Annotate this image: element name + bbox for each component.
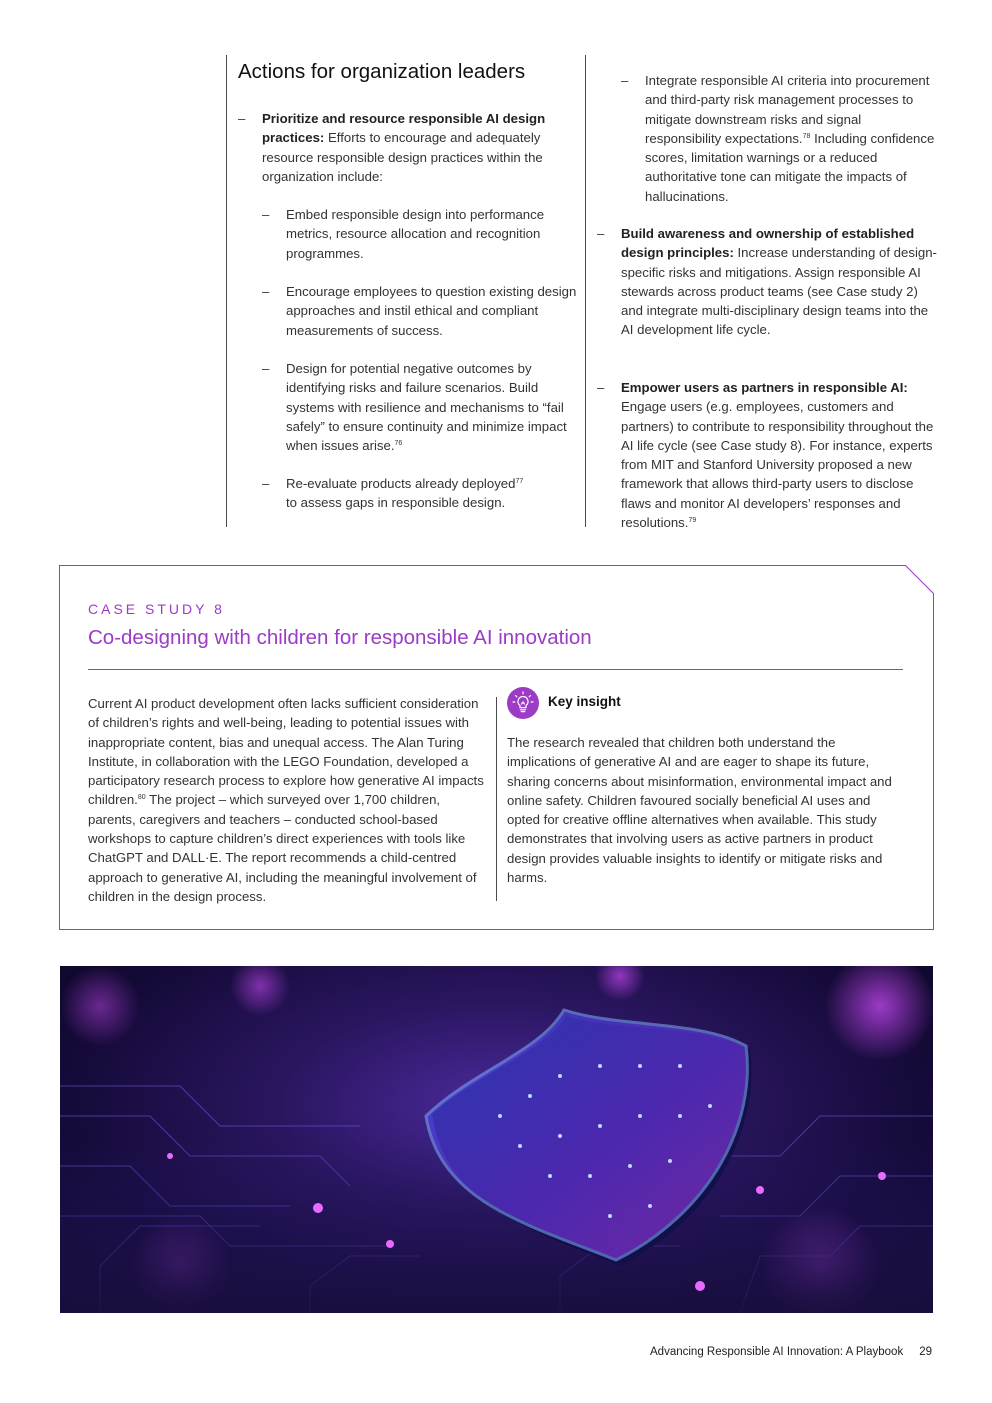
- case-study-title: Co-designing with children for responsible AI innovation: [88, 626, 592, 649]
- page-footer: [650, 1346, 932, 1358]
- column-divider-right: [585, 55, 586, 527]
- footnote-ref: 76: [394, 440, 403, 448]
- dash-bullet: –: [262, 361, 270, 376]
- sub-item-text-cont: to assess gaps in responsible design.: [286, 495, 506, 511]
- lightbulb-icon: [507, 687, 539, 719]
- dash-bullet: –: [621, 73, 629, 88]
- action-item-awareness: [597, 224, 939, 340]
- key-insight-body: The research revealed that children both understand the implications of generative AI and are eager to shape its future, sharing concerns about misinformation, environmental impact and online safety. Children favoured socially beneficial AI uses and opted for creative offline alternatives when available. This study demonstrates that involving users as active partners in product design provides valuable insights to identify or mitigate risks and harms.: [507, 735, 892, 886]
- dash-bullet: –: [597, 226, 605, 241]
- action-item-title: Build awareness and ownership of established design principles:: [621, 226, 915, 261]
- dash-bullet: –: [597, 380, 605, 395]
- case-study-column-divider: [496, 697, 497, 901]
- sub-item-encourage: [262, 282, 578, 340]
- circuit-shield-image: [60, 966, 933, 1313]
- dash-bullet: –: [262, 207, 270, 222]
- footer-subtitle: A Playbook: [845, 1346, 904, 1358]
- footnote-ref: 79: [688, 517, 697, 525]
- footnote-ref: 77: [515, 478, 524, 485]
- footer-title: Advancing Responsible AI Innovation:: [650, 1346, 844, 1358]
- dash-bullet: –: [238, 111, 246, 126]
- case-study-title-rule: [88, 669, 903, 670]
- action-item-title: Empower users as partners in responsible AI:: [621, 380, 908, 395]
- case-study-body-text: Current AI product development often lacks sufficient consideration of children’s rights and well-being, leading to potential issues with inappropriate content, bias and unequal access. The Alan Turing Institute, in collaboration with the LEGO Foundation, developed a participatory research process to explore how generative AI impacts children.: [88, 696, 484, 808]
- page-number: 29: [919, 1346, 932, 1358]
- sub-item-text: Integrate responsible AI criteria into procurement and third-party risk management processes to mitigate downstream risks and signal responsibility expectations.: [645, 73, 930, 146]
- case-study-body: [88, 694, 488, 906]
- sub-item-design-negative: [262, 359, 578, 455]
- footnote-ref: 80: [137, 794, 146, 802]
- case-study-label: CASE STUDY 8: [88, 601, 225, 617]
- key-insight-label: Key insight: [548, 694, 621, 709]
- sub-item-text: Embed responsible design into performance metrics, resource allocation and recognition programmes.: [286, 207, 545, 261]
- section-heading: Actions for organization leaders: [238, 60, 526, 83]
- action-item-text: Efforts to encourage and adequately resource responsible design practices within the organization include:: [262, 130, 543, 184]
- action-item-text: Increase understanding of design-specific risks and mitigations. Assign responsible AI stewards across product teams (see Case study 2) and integrate multi-disciplinary design teams into the AI development life cycle.: [621, 245, 937, 338]
- case-study-body-text-cont: The project – which surveyed over 1,700 children, parents, caregivers and teachers – conducted school-based workshops to capture children’s direct experiences with tools like ChatGPT and DALL·E. The report recommends a child-centred approach to generative AI, including the meaningful involvement of children in the design process.: [88, 792, 477, 904]
- sub-item-text: Re-evaluate products already deployed: [286, 476, 516, 491]
- sub-item-text: Design for potential negative outcomes by identifying risks and failure scenarios. Build systems with resilience and mechanisms to “fail safely” to ensure continuity and minimize impact when issues arise.: [286, 361, 567, 454]
- column-divider-left: [226, 55, 227, 527]
- dash-bullet: –: [262, 284, 270, 299]
- action-item-empower: [597, 378, 939, 532]
- action-item-title: Prioritize and resource responsible AI design practices:: [262, 111, 546, 146]
- sub-item-integrate: [621, 71, 939, 206]
- sub-item-embed: [262, 205, 578, 263]
- sub-item-reevaluate: [262, 474, 578, 513]
- action-item-prioritize: [238, 109, 578, 186]
- circuit-shield-illustration: [60, 966, 933, 1313]
- sub-item-text-cont: Including confidence scores, limitation warnings or a reduced authoritative tone can mitigate the impacts of hallucinations.: [645, 130, 935, 204]
- sub-item-text: Encourage employees to question existing design approaches and instil ethical and compliant measurements of success.: [286, 284, 577, 338]
- dash-bullet: –: [262, 476, 270, 491]
- action-item-text: Engage users (e.g. employees, customers and partners) to contribute to responsibility throughout the AI life cycle (see Case study 8). For instance, experts from MIT and Stanford University proposed a new framework that allows third-party users to disclose flaws and monitor AI developers’ responses and resolutions.: [621, 399, 934, 531]
- footnote-ref: 78: [802, 132, 811, 140]
